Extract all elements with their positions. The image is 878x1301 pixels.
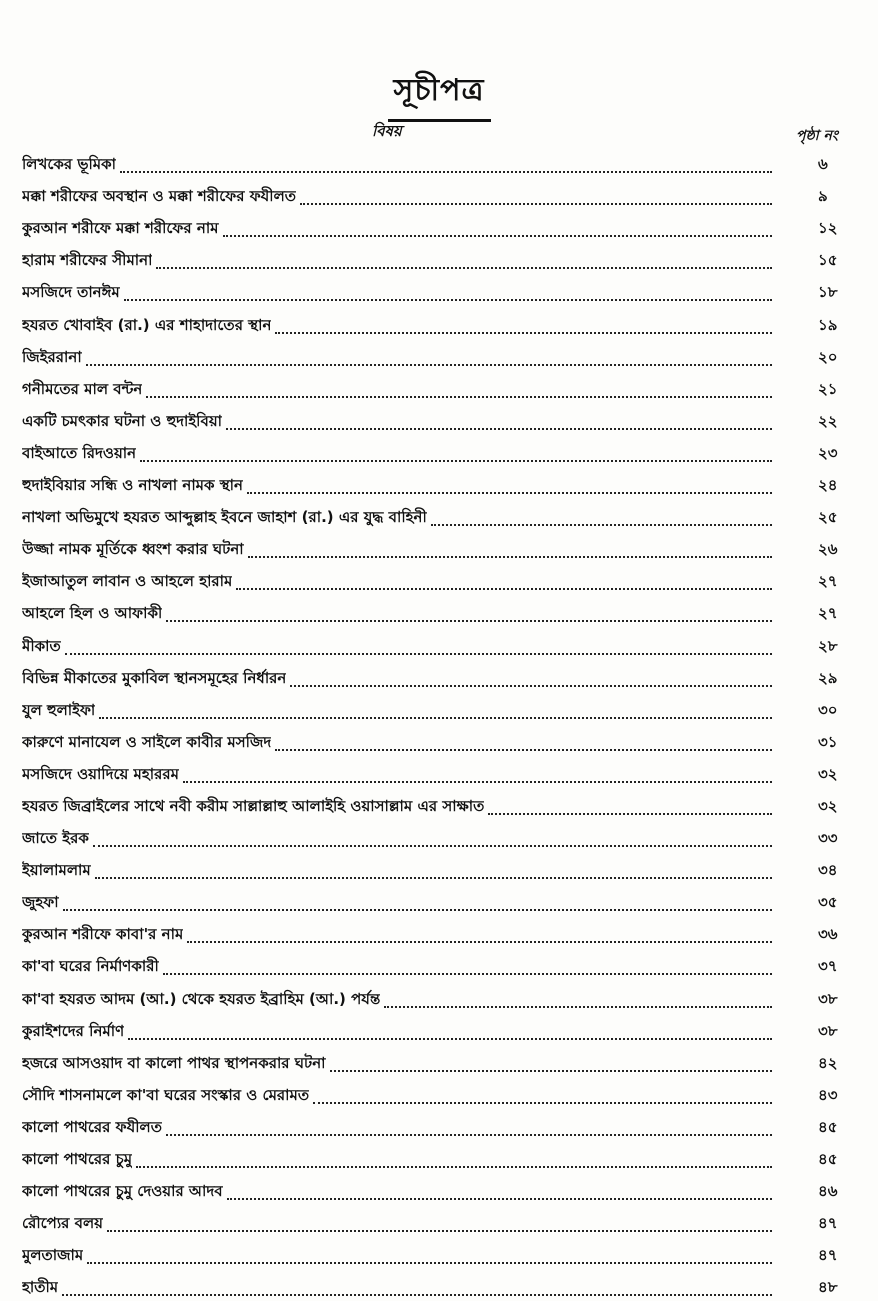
dot-leader [120, 170, 772, 173]
dot-leader [183, 780, 772, 783]
toc-entry [22, 820, 858, 852]
dot-leader [107, 1229, 772, 1232]
dot-leader [248, 555, 772, 558]
toc-entry [22, 306, 858, 338]
toc-entry-page-number: ৩৫ [818, 893, 838, 912]
dot-leader [488, 812, 772, 815]
toc-entry-page-number: ৩৮ [818, 989, 838, 1008]
toc-entry [22, 1045, 858, 1077]
toc-entry-title: মুলতাজাম [22, 1246, 84, 1265]
toc-entry-title: জুহফা [22, 893, 59, 912]
dot-leader [124, 298, 772, 301]
dot-leader [87, 1261, 772, 1264]
toc-entry-title: মসজিদে তানঈম [22, 283, 120, 302]
toc-entry-page-number: ২৬ [818, 540, 838, 559]
toc-entry-title: আহলে হিল ও আফাকী [22, 604, 163, 623]
toc-entry-title: মক্কা শরীফের অবস্থান ও মক্কা শরীফের ফযীলত [22, 187, 297, 206]
toc-entry-page-number: ২৭ [818, 572, 838, 591]
toc-entry-title: হজরে আসওয়াদ বা কালো পাথর স্থাপনকরার ঘটনা [22, 1053, 326, 1072]
toc-entry [22, 1205, 858, 1237]
toc-entry [22, 724, 858, 756]
toc-entry-title: কা'বা হযরত আদম (আ.) থেকে হযরত ইব্রাহিম (আ.) পর্যন্ত [22, 989, 381, 1008]
toc-entry [22, 563, 858, 595]
toc-entry [22, 1109, 858, 1141]
toc-entry [22, 499, 858, 531]
toc-entry [22, 660, 858, 692]
dot-leader [166, 619, 772, 622]
dot-leader [63, 908, 772, 911]
toc-entry-title: হাতীম [22, 1278, 59, 1297]
toc-entry-page-number: ৩৮ [818, 1021, 838, 1040]
toc-entry-page-number: ৪৮ [818, 1278, 838, 1297]
toc-entry-title: কুরআন শরীফে মক্কা শরীফের নাম [22, 219, 219, 238]
toc-entry-page-number: ৩১ [818, 732, 838, 751]
toc-entry-title: ইজাআতুল লাবান ও আহলে হারাম [22, 572, 233, 591]
toc-entry-page-number: ৩০ [818, 700, 838, 719]
toc-entry-title: কালো পাথরের চুমু দেওয়ার আদব [22, 1182, 223, 1201]
toc-entry [22, 627, 858, 659]
toc-entry-title: হুদাইবিয়ার সন্ধি ও নাখলা নামক স্থান [22, 476, 243, 495]
toc-entry [22, 1013, 858, 1045]
toc-entry-title: গনীমতের মাল বন্টন [22, 379, 143, 398]
toc-entry-title: কা'বা ঘরের নির্মাণকারী [22, 957, 159, 976]
dot-leader [223, 234, 773, 237]
toc-entry-title: জিইররানা [22, 347, 82, 366]
dot-leader [136, 1165, 772, 1168]
toc-entry [22, 788, 858, 820]
toc-entry [22, 339, 858, 371]
toc-entry-title: কালো পাথরের চুমু [22, 1150, 133, 1168]
dot-leader [226, 427, 772, 430]
toc-entry-title: সৌদি শাসনামলে কা'বা ঘরের সংস্কার ও মেরামত [22, 1085, 310, 1104]
table-of-contents [22, 146, 858, 1301]
toc-entry [22, 403, 858, 435]
dot-leader [156, 266, 772, 269]
page-title [0, 66, 878, 122]
toc-entry-title: একটি চমৎকার ঘটনা ও হুদাইবিয়া [22, 411, 223, 430]
dot-leader [86, 363, 772, 366]
toc-entry-page-number: ৩২ [818, 764, 838, 783]
toc-entry-page-number: ৩২ [818, 796, 838, 815]
toc-entry-page-number: ৬ [818, 155, 828, 174]
toc-entry-page-number: ৯ [818, 187, 828, 206]
dot-leader [99, 716, 772, 719]
toc-entry-page-number: ৪৫ [818, 1117, 838, 1136]
toc-entry-page-number: ২৩ [818, 443, 838, 462]
toc-entry [22, 242, 858, 274]
dot-leader [313, 1101, 772, 1104]
toc-entry-title: কুরআন শরীফে কাবা'র নাম [22, 925, 184, 944]
toc-entry [22, 980, 858, 1012]
dot-leader [330, 1069, 772, 1072]
toc-entry-page-number: ৪৩ [818, 1085, 838, 1104]
toc-entry [22, 210, 858, 242]
toc-entry-page-number: ২০ [818, 347, 838, 366]
toc-entry-title: হারাম শরীফের সীমানা [22, 251, 153, 270]
toc-entry-title: যুল হুলাইফা [22, 700, 96, 719]
dot-leader [95, 876, 772, 879]
toc-entry-page-number: ৪৬ [818, 1182, 838, 1201]
toc-entry [22, 852, 858, 884]
toc-entry-page-number: ২৪ [818, 476, 838, 495]
toc-entry-page-number: ২৭ [818, 604, 838, 623]
toc-entry-title: জাতে ইরক [22, 829, 89, 848]
toc-entry-title: হযরত খোবাইব (রা.) এর শাহাদাতের স্থান [22, 315, 272, 334]
dot-leader [65, 652, 772, 655]
dot-leader [290, 684, 772, 687]
toc-entry-page-number: ১৫ [818, 251, 838, 270]
toc-entry-page-number: ৩৪ [818, 861, 838, 880]
subject-column-header: বিষয় [372, 122, 402, 140]
toc-entry [22, 756, 858, 788]
toc-entry [22, 274, 858, 306]
toc-entry-page-number: ২২ [818, 411, 838, 430]
toc-entry-page-number: ৩৩ [818, 829, 838, 848]
toc-entry [22, 1141, 858, 1173]
toc-entry [22, 1173, 858, 1205]
toc-entry-title: উজ্জা নামক মূর্তিকে ধ্বংশ করার ঘটনা [22, 540, 244, 559]
toc-entry-page-number: ৪৭ [818, 1214, 838, 1233]
dot-leader [163, 972, 772, 975]
toc-entry [22, 916, 858, 948]
dot-leader [227, 1197, 772, 1200]
dot-leader [431, 523, 772, 526]
dot-leader [62, 1293, 772, 1296]
toc-entry-title: লিখকের ভূমিকা [22, 155, 116, 174]
toc-entry [22, 531, 858, 563]
dot-leader [300, 202, 772, 205]
toc-entry [22, 948, 858, 980]
dot-leader [140, 459, 772, 462]
toc-entry [22, 371, 858, 403]
toc-entry-page-number: ২৯ [818, 668, 838, 687]
toc-entry [22, 435, 858, 467]
toc-entry-title: কারুণে মানাযেল ও সাইলে কাবীর মসজিদ [22, 732, 272, 751]
toc-entry [22, 884, 858, 916]
dot-leader [275, 331, 772, 334]
toc-entry-page-number: ২৮ [818, 636, 838, 655]
toc-entry-page-number: ৪৫ [818, 1150, 838, 1168]
toc-entry-title: কালো পাথরের ফযীলত [22, 1117, 162, 1136]
toc-entry-title: মসজিদে ওয়াদিয়ে মহাররম [22, 764, 179, 783]
toc-entry-title: কুরাইশদের নির্মাণ [22, 1021, 125, 1040]
toc-entry-page-number: ১৯ [818, 315, 838, 334]
toc-entry-title: ইয়ালামলাম [22, 861, 91, 880]
toc-entry-page-number: ৪৭ [818, 1246, 838, 1265]
page-number-column-header: পৃষ্ঠা নং [796, 128, 838, 144]
toc-entry [22, 1269, 858, 1301]
toc-entry [22, 595, 858, 627]
toc-entry-page-number: ২৫ [818, 508, 838, 527]
dot-leader [93, 844, 772, 847]
toc-entry [22, 467, 858, 499]
toc-entry-title: রৌপ্যের বলয় [22, 1214, 104, 1233]
toc-entry-page-number: ৩৭ [818, 957, 838, 976]
toc-entry-title: মীকাত [22, 636, 61, 655]
dot-leader [247, 491, 772, 494]
toc-entry [22, 692, 858, 724]
page-title-text: সূচীপত্র [388, 66, 491, 122]
dot-leader [128, 1037, 772, 1040]
dot-leader [384, 1005, 772, 1008]
toc-entry-page-number: ২১ [818, 379, 838, 398]
toc-entry-title: বাইআতে রিদওয়ান [22, 443, 137, 462]
toc-entry [22, 1237, 858, 1269]
toc-entry-page-number: ৩৬ [818, 925, 838, 944]
toc-entry-title: হযরত জিব্রাইলের সাথে নবী করীম সাল্লাল্লাহু আলাইহি ওয়াসাল্লাম এর সাক্ষাত [22, 796, 485, 815]
toc-entry [22, 178, 858, 210]
toc-entry-page-number: ১৮ [818, 283, 838, 302]
toc-entry [22, 146, 858, 178]
dot-leader [146, 395, 772, 398]
dot-leader [236, 587, 772, 590]
dot-leader [187, 940, 772, 943]
toc-entry-title: বিভিন্ন মীকাতের মুকাবিল স্থানসমূহের নির্ধারন [22, 668, 287, 687]
toc-entry-title: নাখলা অভিমুখে হযরত আব্দুল্লাহ ইবনে জাহাশ (রা.) এর যুদ্ধ বাহিনী [22, 508, 427, 527]
dot-leader [166, 1133, 772, 1136]
toc-entry [22, 1077, 858, 1109]
toc-entry-page-number: ১২ [818, 219, 838, 238]
dot-leader [275, 748, 772, 751]
toc-entry-page-number: ৪২ [818, 1053, 838, 1072]
